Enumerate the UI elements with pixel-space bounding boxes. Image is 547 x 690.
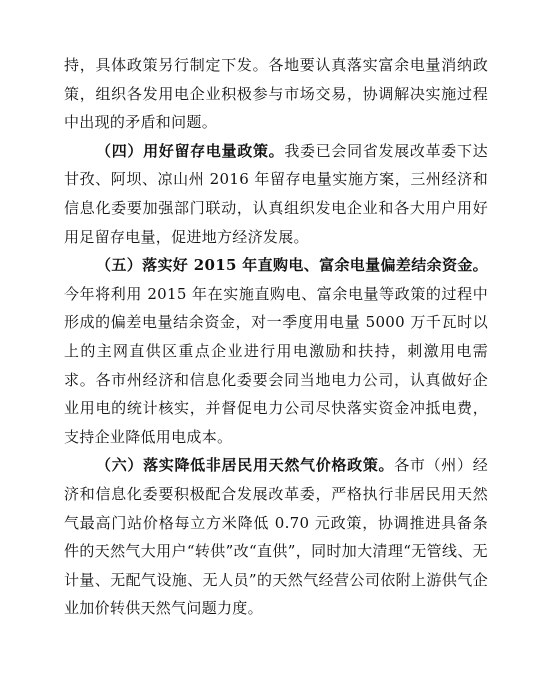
section-heading: （五）落实好 2015 年直购电、富余电量偏差结余资金。 <box>96 256 488 275</box>
paragraph-body: 各市（州）经济和信息化委要积极配合发展改革委，严格执行非居民用天然气最高门站价格每立方米降低 0.70 元政策，协调推进具备条件的天然气大用户“转供”改“直供”，同时加大清理“无管线、无计量、无配气设施、无人员”的天然气经营公司依附上游供气企业加价转供天然气问题力度。 <box>64 456 488 618</box>
paragraph-section-5 <box>64 251 488 451</box>
paragraph-body: 持，具体政策另行制定下发。各地要认真落实富余电量消纳政策，组织各发用电企业积极参与市场交易，协调解决实施过程中出现的矛盾和问题。 <box>64 56 488 132</box>
paragraph-body: 我委已会同省发展改革委下达甘孜、阿坝、凉山州 2016 年留存电量实施方案，三州经济和信息化委要加强部门联动，认真组织发电企业和各大用户用好用足留存电量，促进地方经济发展。 <box>64 141 488 246</box>
paragraph-body: 今年将利用 2015 年在实施直购电、富余电量等政策的过程中形成的偏差电量结余资金，对一季度用电量 5000 万千瓦时以上的主网直供区重点企业进行用电激励和扶持，刺激用电需求。各市州经济和信息化委要会同当地电力公司，认真做好企业用电的统计核实，并督促电力公司尽快落实资金冲抵电费，支持企业降低用电成本。 <box>64 284 488 446</box>
paragraph-section-4 <box>64 137 488 251</box>
paragraph-continuation <box>64 51 488 137</box>
paragraph-section-6 <box>64 451 488 623</box>
section-heading: （六）落实降低非居民用天然气价格政策。 <box>96 456 395 475</box>
section-heading: （四）用好留存电量政策。 <box>96 141 285 160</box>
document-page <box>64 51 488 623</box>
